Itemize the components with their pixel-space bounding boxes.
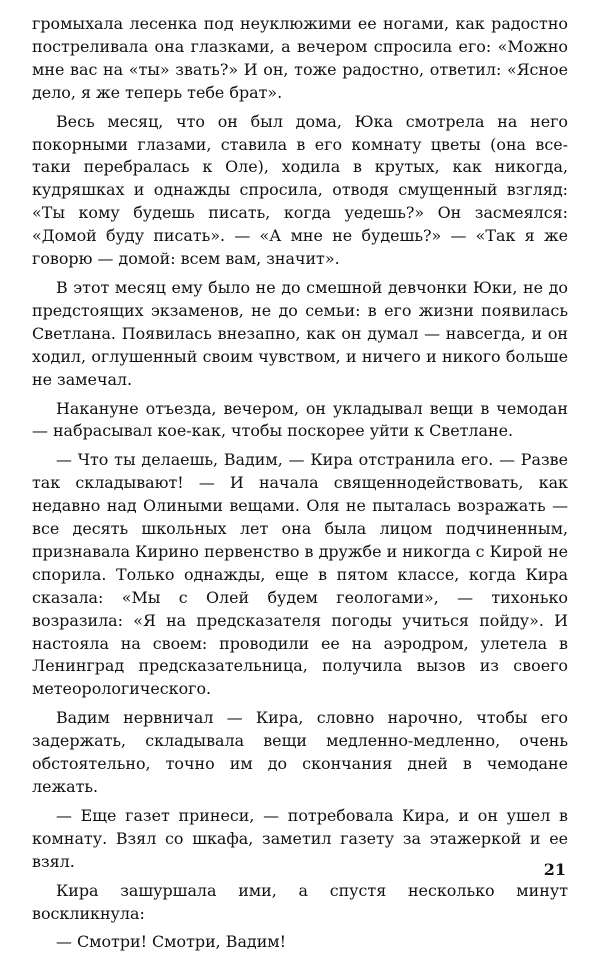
paragraph-5: — Что ты делаешь, Вадим, — Кира отстранила его. — Разве так складывают! — И начала священнодействовать, как недавно над Олиными вещами. Оля не пыталась возражать — все десять школьных лет она была лицом подчиненным, признавала Кирино первенство в дружбе и никогда с Кирой не спорила. Только однажды, еще в пятом классе, когда Кира сказала: «Мы с Олей будем геологами», — тихонько возразила: «Я на предсказателя погоды учиться пойду». И настояла на своем: проводили ее на аэродром, улетела в Ленинград предсказательница, получила вызов из своего метеорологического.	[32, 450, 568, 699]
page-number: 21	[543, 860, 566, 879]
paragraph-7: — Еще газет принеси, — потребовала Кира, и он ушел в комнату. Взял со шкафа, заметил газету за этажеркой и ее взял.	[32, 805, 568, 871]
paragraph-2: Весь месяц, что он был дома, Юка смотрела на него покорными глазами, ставила в его комнату цветы (она все-таки перебралась к Оле), ходила в крутых, как никогда, кудряшках и однажды спросила, отводя смущенный взгляд: «Ты кому будешь писать, когда уедешь?» Он засмеялся: «Домой буду писать». — «А мне не будешь?» — «Так я же говорю — домой: всем вам, значит».	[32, 111, 568, 269]
body-text	[32, 13, 568, 960]
paragraph-6: Вадим нервничал — Кира, словно нарочно, чтобы его задержать, складывала вещи медленно-медленно, очень обстоятельно, точно им до скончания дней в чемодане лежать.	[32, 708, 568, 796]
paragraph-9: — Смотри! Смотри, Вадим!	[56, 932, 287, 952]
paragraph-4: Накануне отъезда, вечером, он укладывал вещи в чемодан — набрасывал кое-как, чтобы поскорее уйти к Светлане.	[32, 398, 568, 441]
paragraph-1: громыхала лесенка под неуклюжими ее ногами, как радостно постреливала она глазками, а вечером спросила его: «Можно мне вас на «ты» звать?» И он, тоже радостно, ответил: «Ясное дело, я же теперь тебе брат».	[32, 14, 568, 102]
paragraph-8: Кира зашуршала ими, а спустя несколько минут воскликнула:	[32, 880, 568, 923]
paragraph-3: В этот месяц ему было не до смешной девчонки Юки, не до предстоящих экзаменов, не до семьи: в его жизни появилась Светлана. Появилась внезапно, как он думал — навсегда, и он ходил, оглушенный своим чувством, и ничего и никого больше не замечал.	[32, 277, 568, 389]
